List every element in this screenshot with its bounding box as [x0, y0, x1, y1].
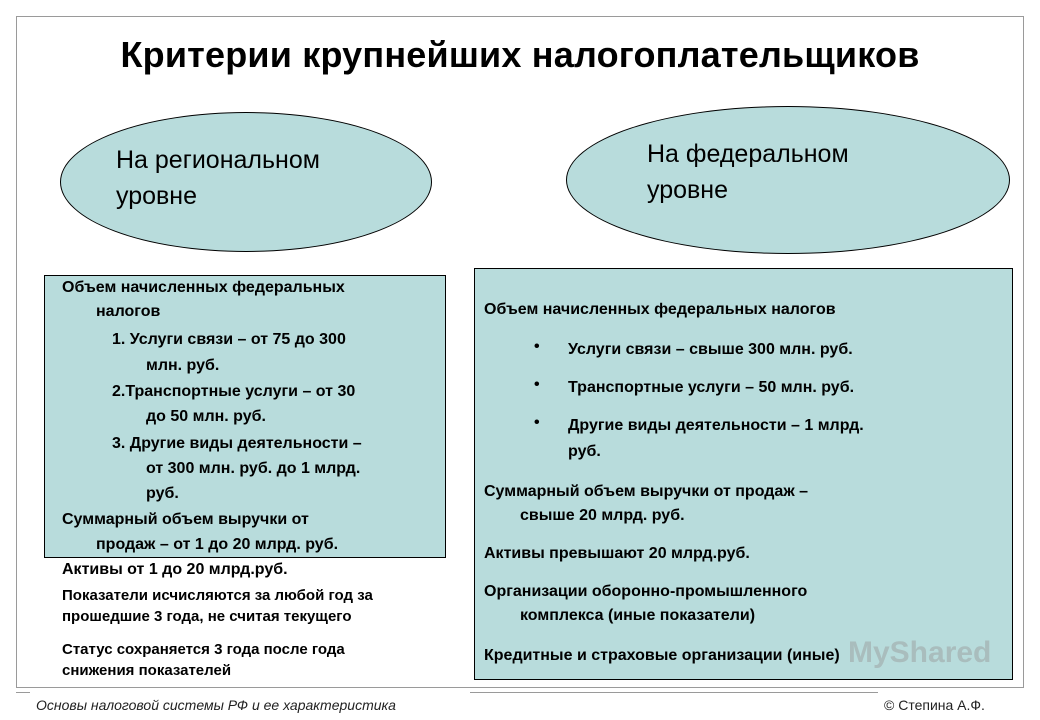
federal-bullet: •: [534, 376, 540, 393]
regional-note-period: Показатели исчисляются за любой год за: [62, 587, 373, 604]
federal-line: Транспортные услуги – 50 млн. руб.: [568, 379, 855, 396]
regional-note-status: Статус сохраняется 3 года после года: [62, 641, 345, 658]
regional-line: руб.: [146, 485, 179, 502]
slide-title: Критерии крупнейших налогоплательщиков: [120, 34, 920, 75]
federal-level-ellipse: [566, 106, 1010, 254]
regional-line: Суммарный объем выручки от: [62, 511, 309, 528]
regional-line: от 300 млн. руб. до 1 млрд.: [146, 460, 361, 477]
regional-heading-line1: На региональном: [116, 146, 320, 174]
regional-level-ellipse: [60, 112, 432, 252]
federal-line: Суммарный объем выручки от продаж –: [484, 483, 808, 500]
regional-line: 3. Другие виды деятельности –: [112, 435, 362, 452]
regional-line: Объем начисленных федеральных: [62, 279, 345, 296]
regional-note-period: прошедшие 3 года, не считая текущего: [62, 608, 352, 625]
regional-line: 2.Транспортные услуги – от 30: [112, 383, 356, 400]
regional-line: до 50 млн. руб.: [146, 408, 266, 425]
federal-line: руб.: [568, 443, 601, 460]
federal-line: Услуги связи – свыше 300 млн. руб.: [568, 341, 853, 358]
regional-heading-line2: уровне: [116, 182, 198, 210]
federal-line: Кредитные и страховые организации (иные): [484, 647, 840, 664]
footer-course-title: Основы налоговой системы РФ и ее характеристика: [36, 697, 396, 713]
federal-bullet: •: [534, 414, 540, 431]
federal-line: Объем начисленных федеральных налогов: [484, 301, 836, 318]
regional-line: 1. Услуги связи – от 75 до 300: [112, 331, 346, 348]
federal-line: Активы превышают 20 млрд.руб.: [484, 545, 750, 562]
regional-assets: Активы от 1 до 20 млрд.руб.: [62, 561, 288, 578]
federal-line: комплекса (иные показатели): [520, 607, 756, 624]
federal-bullet: •: [534, 338, 540, 355]
regional-line: налогов: [96, 303, 161, 320]
federal-line: свыше 20 млрд. руб.: [520, 507, 685, 524]
federal-line: Организации оборонно-промышленного: [484, 583, 808, 600]
watermark: MyShared: [848, 636, 992, 669]
federal-heading-line2: уровне: [647, 176, 729, 204]
regional-line: млн. руб.: [146, 357, 220, 374]
footer-rule-middle: [470, 692, 878, 693]
federal-line: Другие виды деятельности – 1 млрд.: [568, 417, 864, 434]
regional-note-status: снижения показателей: [62, 662, 232, 679]
federal-heading-line1: На федеральном: [647, 140, 849, 168]
regional-line: продаж – от 1 до 20 млрд. руб.: [96, 536, 339, 553]
footer-author: © Степина А.Ф.: [884, 697, 985, 713]
footer-rule-left: [16, 692, 30, 693]
